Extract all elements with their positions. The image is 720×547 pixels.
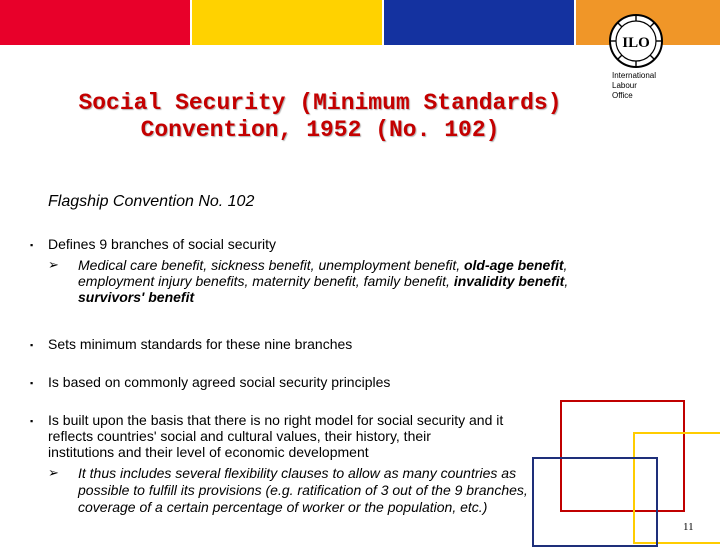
bullet-1-subtext bbox=[78, 257, 648, 305]
subtext-part: Medical care benefit, sickness benefit, unemployment benefit, bbox=[78, 257, 464, 273]
bullet-2-text: Sets minimum standards for these nine branches bbox=[48, 336, 353, 352]
header-bar-blue bbox=[384, 0, 574, 45]
subtext-line: coverage of a certain percentage of worker or the population, etc.) bbox=[78, 499, 488, 515]
header-bar-yellow bbox=[192, 0, 382, 45]
bullet-3-text: Is based on commonly agreed social security principles bbox=[48, 374, 391, 390]
header-bar-red bbox=[0, 0, 190, 45]
bullet-marker: ▪ bbox=[30, 240, 34, 250]
subtext-bold-part: old-age benefit bbox=[463, 257, 564, 273]
org-line-2: Labour bbox=[612, 81, 637, 90]
subtext-part: , bbox=[564, 273, 569, 289]
bullet-1-text: Defines 9 branches of social security bbox=[48, 236, 276, 252]
bullet-marker: ▪ bbox=[30, 416, 34, 426]
bullet-4-line: reflects countries' social and cultural values, their history, their bbox=[48, 428, 431, 444]
org-line-1: International bbox=[612, 71, 657, 80]
svg-text:ILO: ILO bbox=[622, 35, 650, 51]
subtext-line bbox=[78, 289, 648, 305]
arrow-marker: ➢ bbox=[48, 465, 59, 480]
organization-name bbox=[612, 71, 656, 101]
subtext-bold-part: survivors' benefit bbox=[78, 289, 195, 305]
bullet-marker: ▪ bbox=[30, 378, 34, 388]
arrow-marker: ➢ bbox=[48, 257, 59, 272]
bullet-4-text bbox=[48, 412, 648, 460]
subtext-line: possible to fulfill its provisions (e.g. ratification of 3 out of the 9 branches, bbox=[78, 482, 528, 498]
subtext-bold-part: invalidity benefit bbox=[453, 273, 565, 289]
title-line-1: Social Security (Minimum Standards) bbox=[78, 90, 562, 116]
title-line-2: Convention, 1952 (No. 102) bbox=[140, 117, 500, 143]
subtext-line bbox=[78, 273, 648, 289]
org-line-3: Office bbox=[612, 91, 633, 100]
subtext-line bbox=[78, 257, 648, 273]
page-number: 11 bbox=[683, 521, 694, 533]
bullet-4-subtext bbox=[78, 465, 648, 516]
bullet-4-line: Is built upon the basis that there is no right model for social security and it bbox=[48, 412, 504, 428]
bullet-marker: ▪ bbox=[30, 340, 34, 350]
subtext-line: It thus includes several flexibility clauses to allow as many countries as bbox=[78, 465, 517, 481]
subtext-part: employment injury benefits, maternity benefit, family benefit, bbox=[78, 273, 454, 289]
bullet-4-line: institutions and their level of economic development bbox=[48, 444, 369, 460]
slide-subtitle: Flagship Convention No. 102 bbox=[48, 193, 255, 210]
subtext-part: , bbox=[563, 257, 568, 273]
ilo-logo-icon bbox=[605, 12, 667, 75]
slide-title bbox=[40, 90, 600, 144]
